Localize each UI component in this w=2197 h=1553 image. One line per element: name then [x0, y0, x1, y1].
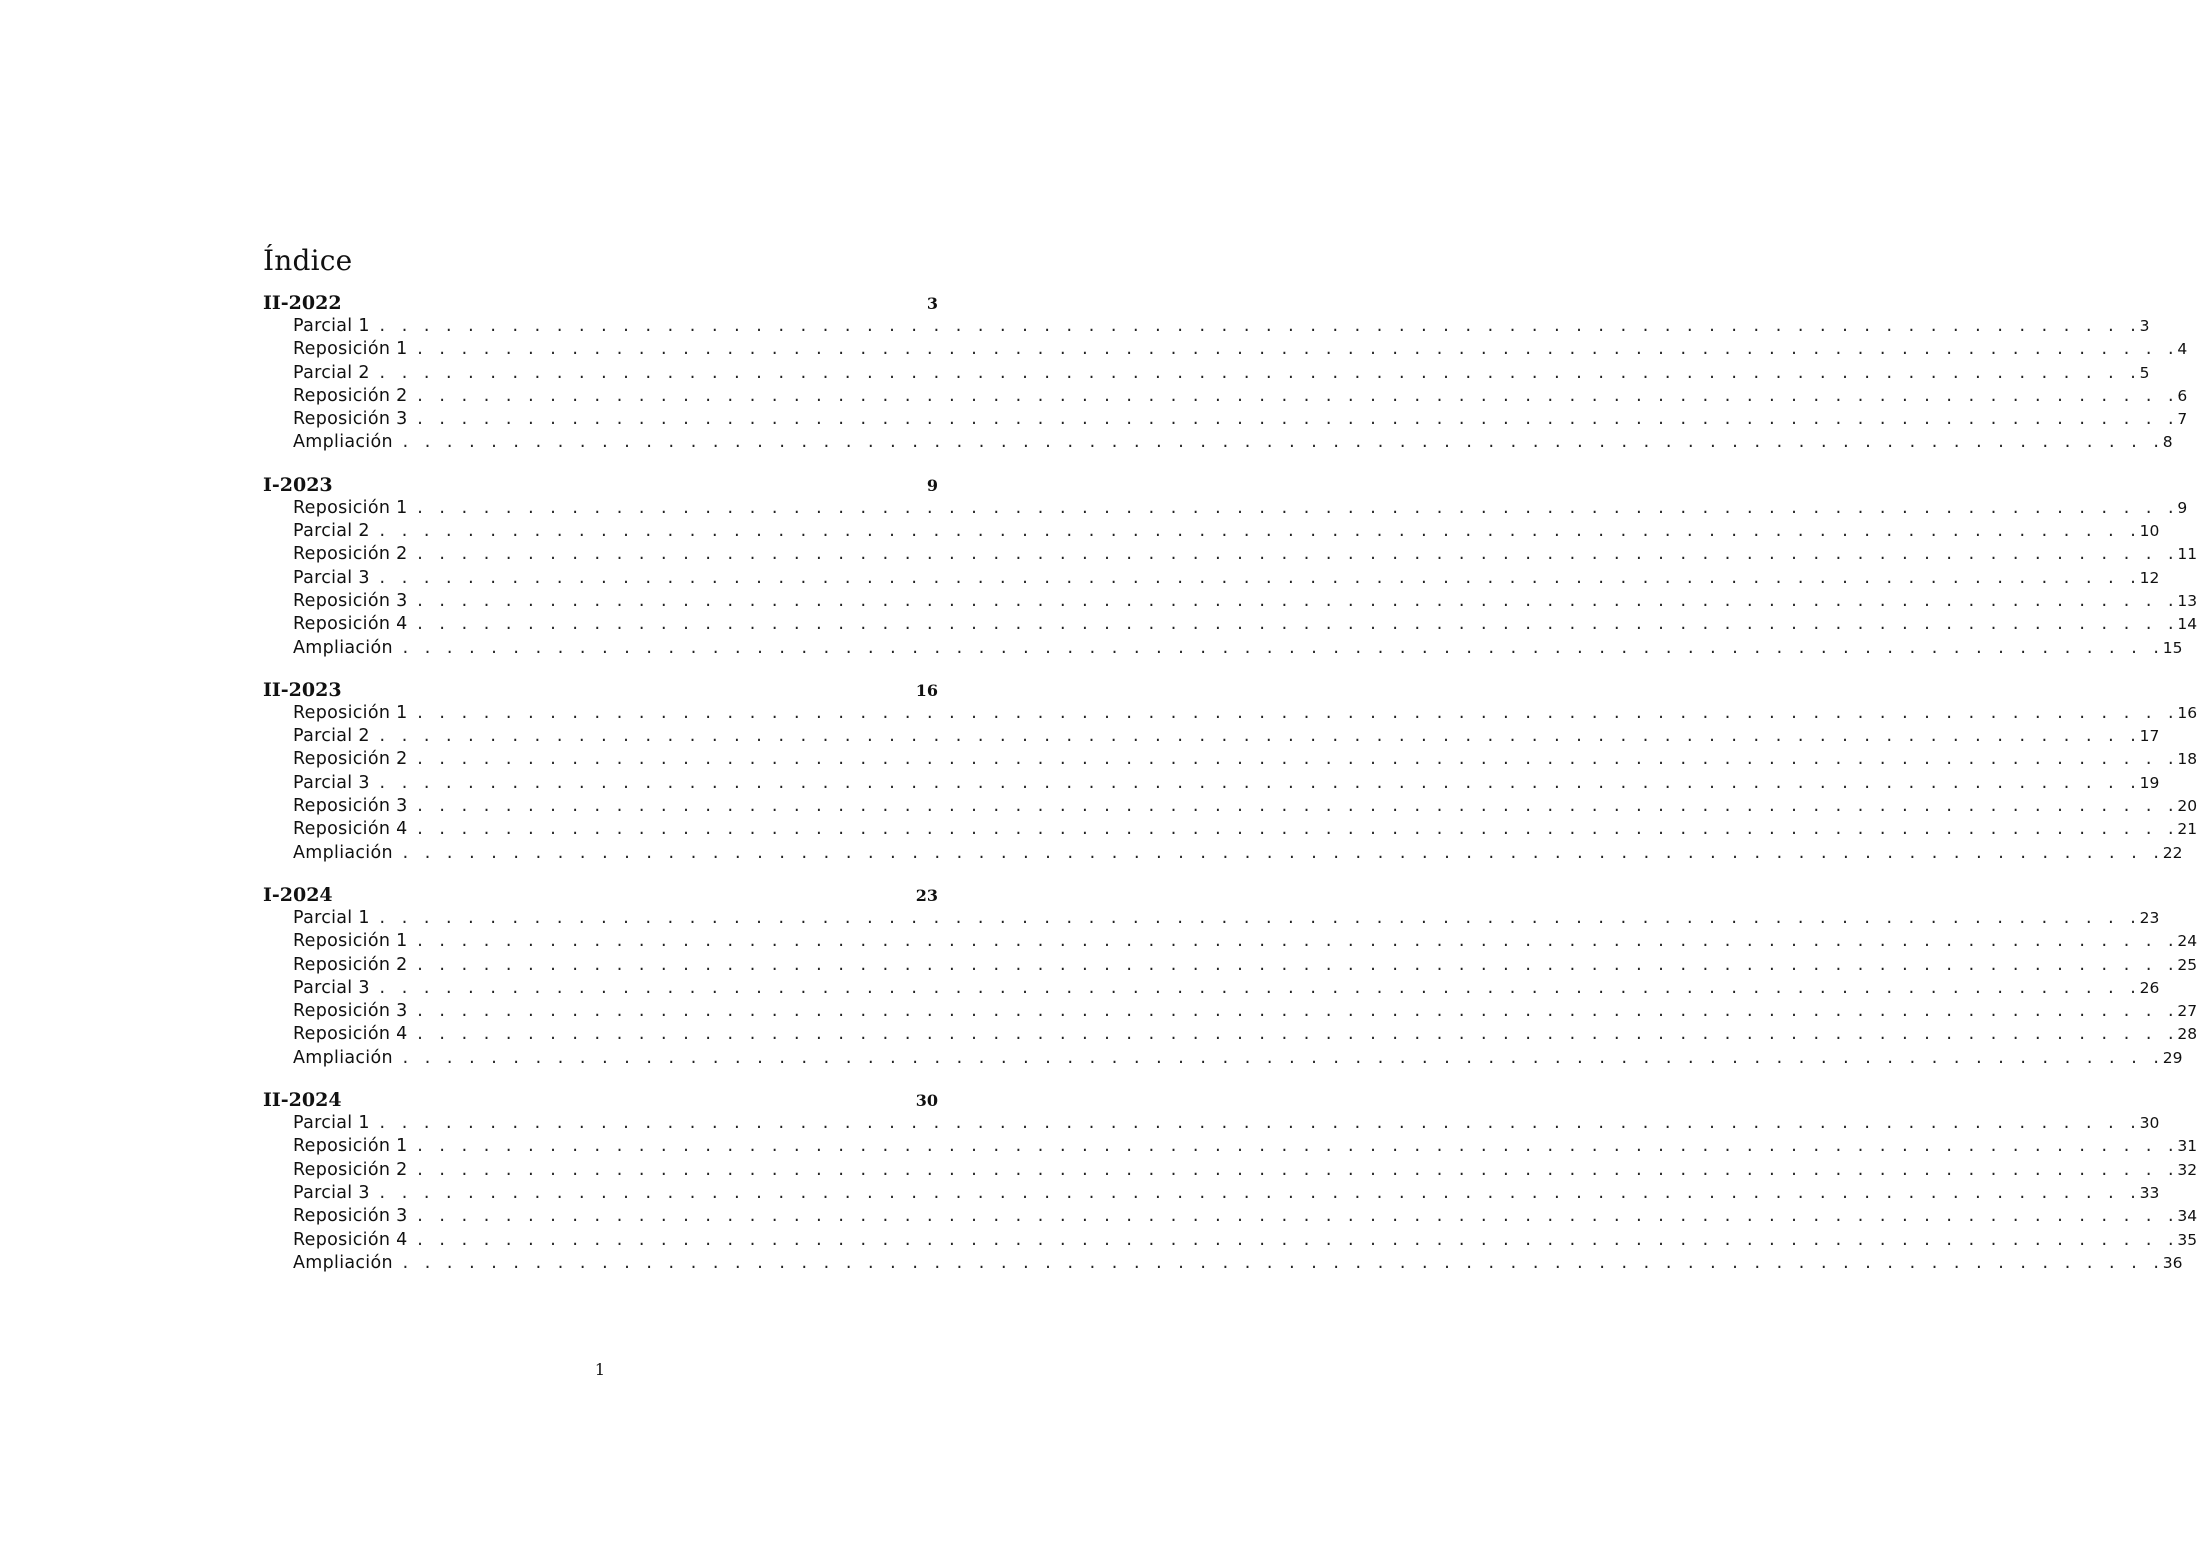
toc-section-heading[interactable]	[263, 291, 938, 315]
dot-leader: . . . . . . . . . . . . . . . . . . . . . . . . . . . . . . . . . . . . . . . . . . . . . . . . . . . . . . . . . . . . . . . . . . . . . . . . . . . . . . . .	[415, 750, 2178, 769]
dot-leader: . . . . . . . . . . . . . . . . . . . . . . . . . . . . . . . . . . . . . . . . . . . . . . . . . . . . . . . . . . . . . . . . . . . . . . . . . . . . . . . .	[400, 1048, 2163, 1067]
entry-title: Reposición 4	[293, 1024, 408, 1045]
section-title: I-2023	[263, 473, 333, 496]
dot-leader: . . . . . . . . . . . . . . . . . . . . . . . . . . . . . . . . . . . . . . . . . . . . . . . . . . . . . . . . . . . . . . . . . . . . . . . . . . . . . . . .	[415, 1230, 2178, 1249]
entry-page-number: 15	[2162, 638, 2183, 657]
entry-page-number: 19	[2139, 773, 2160, 792]
toc-entry[interactable]	[263, 1182, 2160, 1205]
toc-entry[interactable]	[263, 613, 2197, 636]
toc-entry[interactable]	[263, 1135, 2197, 1158]
section-page-number: 30	[915, 1091, 938, 1111]
dot-leader: . . . . . . . . . . . . . . . . . . . . . . . . . . . . . . . . . . . . . . . . . . . . . . . . . . . . . . . . . . . . . . . . . . . . . . . . . . . . . . . .	[415, 932, 2178, 951]
section-title: I-2024	[263, 883, 333, 906]
toc-entry[interactable]	[263, 543, 2197, 566]
dot-leader: . . . . . . . . . . . . . . . . . . . . . . . . . . . . . . . . . . . . . . . . . . . . . . . . . . . . . . . . . . . . . . . . . . . . . . . . . . . . . . . .	[415, 591, 2178, 610]
dot-leader: . . . . . . . . . . . . . . . . . . . . . . . . . . . . . . . . . . . . . . . . . . . . . . . . . . . . . . . . . . . . . . . . . . . . . . . . . . . . . . . .	[415, 1207, 2178, 1226]
dot-leader: . . . . . . . . . . . . . . . . . . . . . . . . . . . . . . . . . . . . . . . . . . . . . . . . . . . . . . . . . . . . . . . . . . . . . . . . . . . . . . . .	[415, 820, 2178, 839]
toc-entry[interactable]	[263, 362, 2150, 385]
dot-leader: . . . . . . . . . . . . . . . . . . . . . . . . . . . . . . . . . . . . . . . . . . . . . . . . . . . . . . . . . . . . . . . . . . . . . . . . . . . . . . . .	[377, 1114, 2140, 1133]
toc-entry[interactable]	[263, 637, 2183, 660]
dot-leader: . . . . . . . . . . . . . . . . . . . . . . . . . . . . . . . . . . . . . . . . . . . . . . . . . . . . . . . . . . . . . . . . . . . . . . . . . . . . . . . .	[415, 955, 2178, 974]
toc-entry[interactable]	[263, 1159, 2197, 1182]
section-title: II-2023	[263, 678, 342, 701]
entry-title: Ampliación	[293, 432, 393, 453]
dot-leader: . . . . . . . . . . . . . . . . . . . . . . . . . . . . . . . . . . . . . . . . . . . . . . . . . . . . . . . . . . . . . . . . . . . . . . . . . . . . . . . .	[377, 1183, 2140, 1202]
toc-entry[interactable]	[263, 520, 2160, 543]
toc-sections	[263, 291, 2197, 1275]
entry-page-number: 14	[2177, 615, 2197, 634]
toc-entry[interactable]	[263, 702, 2197, 725]
entry-title: Reposición 4	[293, 819, 408, 840]
toc-entry[interactable]	[263, 590, 2197, 613]
toc-entry[interactable]	[263, 954, 2197, 977]
toc-title: Índice	[263, 244, 353, 277]
toc-entry[interactable]	[263, 842, 2183, 865]
entry-title: Parcial 3	[293, 772, 370, 793]
entry-title: Parcial 3	[293, 567, 370, 588]
dot-leader: . . . . . . . . . . . . . . . . . . . . . . . . . . . . . . . . . . . . . . . . . . . . . . . . . . . . . . . . . . . . . . . . . . . . . . . . . . . . . . . .	[377, 727, 2140, 746]
section-title: II-2024	[263, 1089, 342, 1112]
entry-page-number: 33	[2139, 1183, 2160, 1202]
toc-entry[interactable]	[263, 1047, 2183, 1070]
entry-title: Reposición 3	[293, 1001, 408, 1022]
entry-page-number: 24	[2177, 932, 2197, 951]
entry-page-number: 20	[2177, 797, 2197, 816]
entry-page-number: 17	[2139, 727, 2160, 746]
entry-title: Reposición 1	[293, 702, 408, 723]
entry-page-number: 29	[2162, 1048, 2183, 1067]
entry-title: Parcial 1	[293, 907, 370, 928]
entry-page-number: 10	[2139, 522, 2160, 541]
toc-entry[interactable]	[263, 1023, 2197, 1046]
entry-title: Parcial 2	[293, 726, 370, 747]
dot-leader: . . . . . . . . . . . . . . . . . . . . . . . . . . . . . . . . . . . . . . . . . . . . . . . . . . . . . . . . . . . . . . . . . . . . . . . . . . . . . . . .	[377, 363, 2140, 382]
toc-entry[interactable]	[263, 930, 2197, 953]
dot-leader: . . . . . . . . . . . . . . . . . . . . . . . . . . . . . . . . . . . . . . . . . . . . . . . . . . . . . . . . . . . . . . . . . . . . . . . . . . . . . . . .	[415, 797, 2178, 816]
toc-entry[interactable]	[263, 338, 2188, 361]
entry-title: Reposición 1	[293, 1136, 408, 1157]
toc-entry[interactable]	[263, 385, 2188, 408]
table-of-contents	[263, 243, 2197, 1293]
dot-leader: . . . . . . . . . . . . . . . . . . . . . . . . . . . . . . . . . . . . . . . . . . . . . . . . . . . . . . . . . . . . . . . . . . . . . . . . . . . . . . . .	[415, 386, 2178, 405]
entry-title: Ampliación	[293, 637, 393, 658]
entry-page-number: 7	[2177, 410, 2188, 429]
dot-leader: . . . . . . . . . . . . . . . . . . . . . . . . . . . . . . . . . . . . . . . . . . . . . . . . . . . . . . . . . . . . . . . . . . . . . . . . . . . . . . . .	[415, 410, 2178, 429]
dot-leader: . . . . . . . . . . . . . . . . . . . . . . . . . . . . . . . . . . . . . . . . . . . . . . . . . . . . . . . . . . . . . . . . . . . . . . . . . . . . . . . .	[415, 1025, 2178, 1044]
entry-title: Reposición 2	[293, 1159, 408, 1180]
entry-page-number: 13	[2177, 591, 2197, 610]
toc-entry[interactable]	[263, 977, 2160, 1000]
toc-entry[interactable]	[263, 1252, 2183, 1275]
toc-entry[interactable]	[263, 1205, 2197, 1228]
toc-section-heading[interactable]	[263, 678, 938, 702]
toc-section	[263, 1088, 2197, 1275]
toc-entry[interactable]	[263, 431, 2173, 454]
toc-section	[263, 473, 2197, 660]
toc-entry[interactable]	[263, 907, 2160, 930]
toc-entry[interactable]	[263, 818, 2197, 841]
entry-title: Parcial 2	[293, 362, 370, 383]
section-page-number: 23	[915, 885, 938, 905]
entry-title: Reposición 2	[293, 954, 408, 975]
toc-entry[interactable]	[263, 408, 2188, 431]
entry-title: Parcial 1	[293, 1113, 370, 1134]
entry-page-number: 27	[2177, 1002, 2197, 1021]
entry-title: Reposición 2	[293, 544, 408, 565]
toc-entry[interactable]	[263, 725, 2160, 748]
dot-leader: . . . . . . . . . . . . . . . . . . . . . . . . . . . . . . . . . . . . . . . . . . . . . . . . . . . . . . . . . . . . . . . . . . . . . . . . . . . . . . . .	[377, 317, 2140, 335]
dot-leader: . . . . . . . . . . . . . . . . . . . . . . . . . . . . . . . . . . . . . . . . . . . . . . . . . . . . . . . . . . . . . . . . . . . . . . . . . . . . . . . .	[377, 522, 2140, 541]
toc-entry[interactable]	[263, 748, 2197, 771]
entry-page-number: 31	[2177, 1137, 2197, 1156]
toc-entry[interactable]	[263, 567, 2160, 590]
dot-leader: . . . . . . . . . . . . . . . . . . . . . . . . . . . . . . . . . . . . . . . . . . . . . . . . . . . . . . . . . . . . . . . . . . . . . . . . . . . . . . . .	[377, 773, 2140, 792]
dot-leader: . . . . . . . . . . . . . . . . . . . . . . . . . . . . . . . . . . . . . . . . . . . . . . . . . . . . . . . . . . . . . . . . . . . . . . . . . . . . . . . .	[400, 1253, 2163, 1272]
page-number: 1	[594, 1360, 606, 1379]
toc-entry[interactable]	[263, 772, 2160, 795]
dot-leader: . . . . . . . . . . . . . . . . . . . . . . . . . . . . . . . . . . . . . . . . . . . . . . . . . . . . . . . . . . . . . . . . . . . . . . . . . . . . . . . .	[415, 1160, 2178, 1179]
toc-entry[interactable]	[263, 315, 2150, 338]
entry-page-number: 32	[2177, 1160, 2197, 1179]
entry-page-number: 26	[2139, 978, 2160, 997]
entry-title: Reposición 3	[293, 1206, 408, 1227]
entry-page-number: 35	[2177, 1230, 2197, 1249]
entry-title: Reposición 2	[293, 749, 408, 770]
entry-page-number: 21	[2177, 820, 2197, 839]
entry-page-number: 28	[2177, 1025, 2197, 1044]
entry-title: Reposición 1	[293, 931, 408, 952]
dot-leader: . . . . . . . . . . . . . . . . . . . . . . . . . . . . . . . . . . . . . . . . . . . . . . . . . . . . . . . . . . . . . . . . . . . . . . . . . . . . . . . .	[415, 1002, 2178, 1021]
dot-leader: . . . . . . . . . . . . . . . . . . . . . . . . . . . . . . . . . . . . . . . . . . . . . . . . . . . . . . . . . . . . . . . . . . . . . . . . . . . . . . . .	[415, 1137, 2178, 1156]
entry-title: Parcial 2	[293, 521, 370, 542]
toc-section	[263, 291, 2188, 455]
section-title: II-2022	[263, 292, 342, 314]
toc-entry[interactable]	[263, 1112, 2160, 1135]
entry-title: Reposición 2	[293, 385, 408, 406]
toc-section-heading[interactable]	[263, 883, 938, 907]
entry-title: Ampliación	[293, 1252, 393, 1273]
entry-title: Ampliación	[293, 842, 393, 863]
entry-page-number: 6	[2177, 386, 2188, 405]
entry-title: Parcial 3	[293, 1182, 370, 1203]
dot-leader: . . . . . . . . . . . . . . . . . . . . . . . . . . . . . . . . . . . . . . . . . . . . . . . . . . . . . . . . . . . . . . . . . . . . . . . . . . . . . . . .	[415, 545, 2178, 564]
dot-leader: . . . . . . . . . . . . . . . . . . . . . . . . . . . . . . . . . . . . . . . . . . . . . . . . . . . . . . . . . . . . . . . . . . . . . . . . . . . . . . . .	[400, 843, 2163, 862]
entry-title: Reposición 3	[293, 796, 408, 817]
entry-page-number: 23	[2139, 908, 2160, 927]
entry-page-number: 18	[2177, 750, 2197, 769]
entry-page-number: 34	[2177, 1207, 2197, 1226]
dot-leader: . . . . . . . . . . . . . . . . . . . . . . . . . . . . . . . . . . . . . . . . . . . . . . . . . . . . . . . . . . . . . . . . . . . . . . . . . . . . . . . .	[377, 978, 2140, 997]
entry-title: Reposición 3	[293, 590, 408, 611]
section-page-number: 16	[915, 680, 938, 700]
entry-page-number: 5	[2139, 363, 2150, 382]
dot-leader: . . . . . . . . . . . . . . . . . . . . . . . . . . . . . . . . . . . . . . . . . . . . . . . . . . . . . . . . . . . . . . . . . . . . . . . . . . . . . . . .	[415, 340, 2178, 359]
entry-title: Parcial 1	[293, 316, 370, 336]
toc-section-heading[interactable]	[263, 1088, 938, 1112]
entry-title: Ampliación	[293, 1047, 393, 1068]
dot-leader: . . . . . . . . . . . . . . . . . . . . . . . . . . . . . . . . . . . . . . . . . . . . . . . . . . . . . . . . . . . . . . . . . . . . . . . . . . . . . . . .	[415, 615, 2178, 634]
entry-page-number: 16	[2177, 703, 2197, 722]
dot-leader: . . . . . . . . . . . . . . . . . . . . . . . . . . . . . . . . . . . . . . . . . . . . . . . . . . . . . . . . . . . . . . . . . . . . . . . . . . . . . . . .	[415, 498, 2178, 517]
dot-leader: . . . . . . . . . . . . . . . . . . . . . . . . . . . . . . . . . . . . . . . . . . . . . . . . . . . . . . . . . . . . . . . . . . . . . . . . . . . . . . . .	[377, 908, 2140, 927]
toc-entry[interactable]	[263, 795, 2197, 818]
entry-title: Reposición 1	[293, 497, 408, 518]
dot-leader: . . . . . . . . . . . . . . . . . . . . . . . . . . . . . . . . . . . . . . . . . . . . . . . . . . . . . . . . . . . . . . . . . . . . . . . . . . . . . . . .	[400, 433, 2163, 452]
entry-page-number: 11	[2177, 545, 2197, 564]
toc-entry[interactable]	[263, 497, 2188, 520]
entry-title: Parcial 3	[293, 977, 370, 998]
section-page-number: 3	[926, 294, 938, 313]
entry-page-number: 22	[2162, 843, 2183, 862]
dot-leader: . . . . . . . . . . . . . . . . . . . . . . . . . . . . . . . . . . . . . . . . . . . . . . . . . . . . . . . . . . . . . . . . . . . . . . . . . . . . . . . .	[377, 568, 2140, 587]
entry-title: Reposición 3	[293, 409, 408, 430]
entry-page-number: 36	[2162, 1253, 2183, 1272]
entry-title: Reposición 4	[293, 614, 408, 635]
toc-section	[263, 883, 2197, 1070]
toc-section	[263, 678, 2197, 865]
entry-title: Reposición 1	[293, 339, 408, 360]
entry-page-number: 4	[2177, 340, 2188, 359]
toc-entry[interactable]	[263, 1000, 2197, 1023]
toc-entry[interactable]	[263, 1229, 2197, 1252]
entry-page-number: 3	[2139, 317, 2150, 335]
entry-page-number: 12	[2139, 568, 2160, 587]
entry-page-number: 9	[2177, 498, 2188, 517]
entry-title: Reposición 4	[293, 1229, 408, 1250]
entry-page-number: 8	[2162, 433, 2173, 452]
dot-leader: . . . . . . . . . . . . . . . . . . . . . . . . . . . . . . . . . . . . . . . . . . . . . . . . . . . . . . . . . . . . . . . . . . . . . . . . . . . . . . . .	[415, 703, 2178, 722]
section-page-number: 9	[926, 475, 938, 495]
entry-page-number: 30	[2139, 1114, 2160, 1133]
entry-page-number: 25	[2177, 955, 2197, 974]
dot-leader: . . . . . . . . . . . . . . . . . . . . . . . . . . . . . . . . . . . . . . . . . . . . . . . . . . . . . . . . . . . . . . . . . . . . . . . . . . . . . . . .	[400, 638, 2163, 657]
toc-section-heading[interactable]	[263, 473, 938, 497]
